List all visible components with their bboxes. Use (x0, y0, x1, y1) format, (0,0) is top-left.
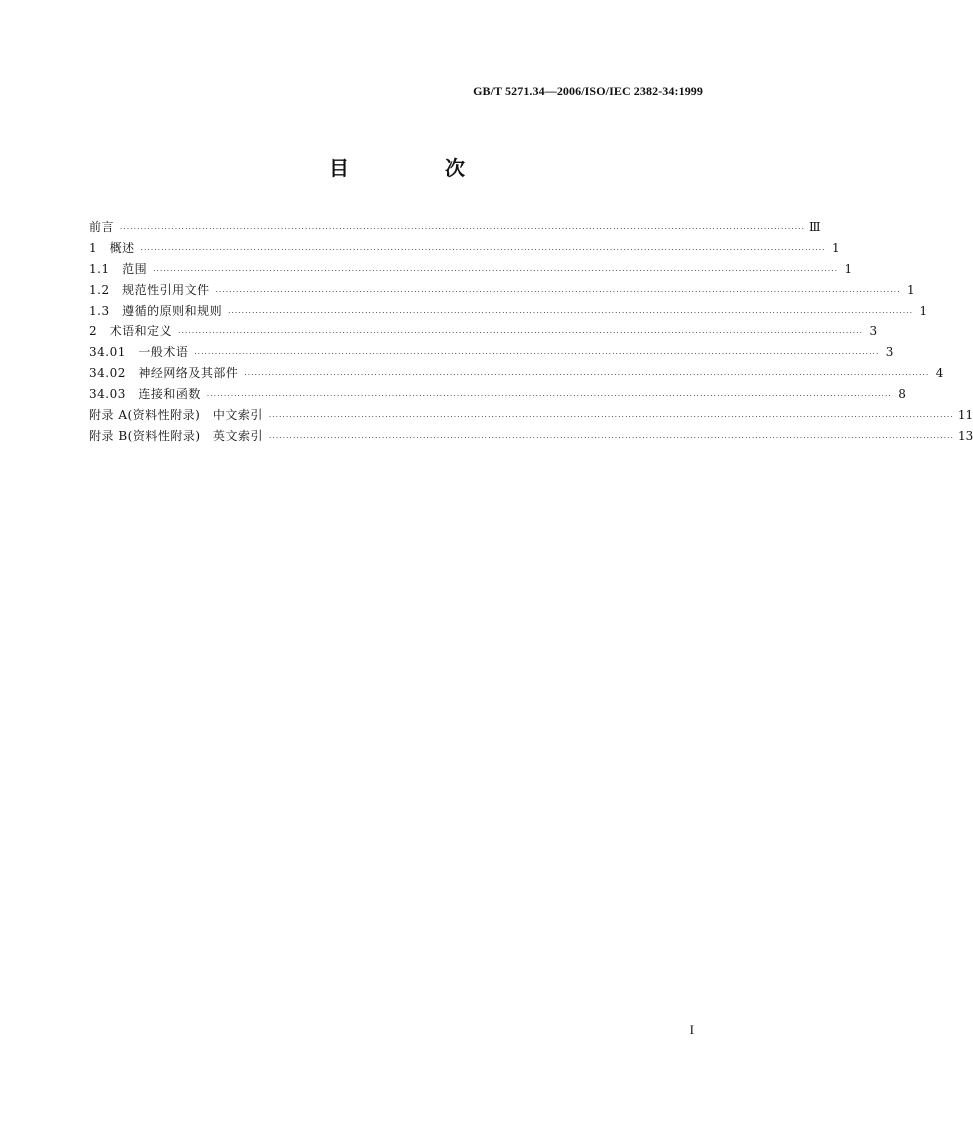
toc-entry-general-terms[interactable] (89, 342, 894, 363)
toc-entry-annex-a[interactable] (89, 405, 973, 426)
toc-entry-page: 1 (919, 303, 928, 318)
toc-leader-dots: ········································································································································································································ (215, 287, 901, 296)
toc-entry-page: 11 (957, 408, 973, 423)
table-of-contents (89, 217, 973, 447)
toc-entry-overview[interactable] (89, 238, 840, 259)
toc-leader-dots: ········································································································································································································ (140, 245, 826, 254)
toc-entry-scope[interactable] (89, 259, 853, 280)
toc-leader-dots: ········································································································································································································ (206, 392, 892, 401)
toc-entry-label: 2 术语和定义 (89, 324, 173, 339)
standard-number: GB/T 5271.34—2006/ISO/IEC 2382-34:1999 (473, 84, 703, 98)
toc-entry-page: 13 (958, 428, 973, 443)
toc-entry-label: 前言 (89, 220, 115, 234)
toc-leader-dots: ········································································································································································································ (178, 329, 864, 338)
toc-entry-page: 3 (885, 345, 894, 360)
toc-entry-page: 1 (906, 282, 915, 297)
toc-entry-page: 8 (898, 387, 906, 402)
toc-leader-dots: ········································································································································································································ (268, 413, 954, 422)
toc-entry-normative-references[interactable] (89, 280, 915, 301)
toc-entry-label: 1.3 遵循的原则和规则 (89, 303, 223, 318)
toc-entry-page: Ⅲ (809, 220, 821, 234)
toc-entry-page: 1 (832, 240, 840, 255)
toc-entry-label: 1.1 范围 (89, 261, 148, 276)
toc-leader-dots: ········································································································································································································ (228, 308, 914, 317)
toc-entry-principles[interactable] (89, 301, 928, 322)
toc-entry-label: 附录 A(资料性附录) 中文索引 (89, 408, 263, 423)
toc-entry-label: 34.02 神经网络及其部件 (89, 366, 239, 381)
toc-leader-dots: ········································································································································································································ (269, 433, 955, 442)
toc-entry-label: 1 概述 (89, 240, 135, 255)
toc-leader-dots: ········································································································································································································ (153, 266, 839, 275)
page-title: 目 次 (329, 156, 503, 180)
toc-entry-page: 1 (844, 261, 853, 276)
toc-leader-dots: ········································································································································································································ (194, 350, 880, 359)
toc-entry-connections-functions[interactable] (89, 384, 906, 405)
toc-entry-label: 附录 B(资料性附录) 英文索引 (89, 428, 263, 443)
toc-entry-label: 34.03 连接和函数 (89, 387, 201, 402)
toc-entry-foreword[interactable] (89, 217, 821, 238)
toc-entry-page: 3 (869, 324, 878, 339)
toc-entry-label: 34.01 一般术语 (89, 345, 189, 360)
toc-leader-dots: ········································································································································································································ (244, 371, 930, 380)
toc-entry-page: 4 (935, 366, 944, 381)
toc-entry-annex-b[interactable] (89, 426, 973, 447)
toc-entry-label: 1.2 规范性引用文件 (89, 282, 210, 297)
toc-entry-neural-networks[interactable] (89, 363, 944, 384)
toc-leader-dots: ········································································································································································································ (120, 225, 806, 233)
toc-entry-terms-definitions[interactable] (89, 321, 878, 342)
page-number: I (689, 1022, 694, 1037)
